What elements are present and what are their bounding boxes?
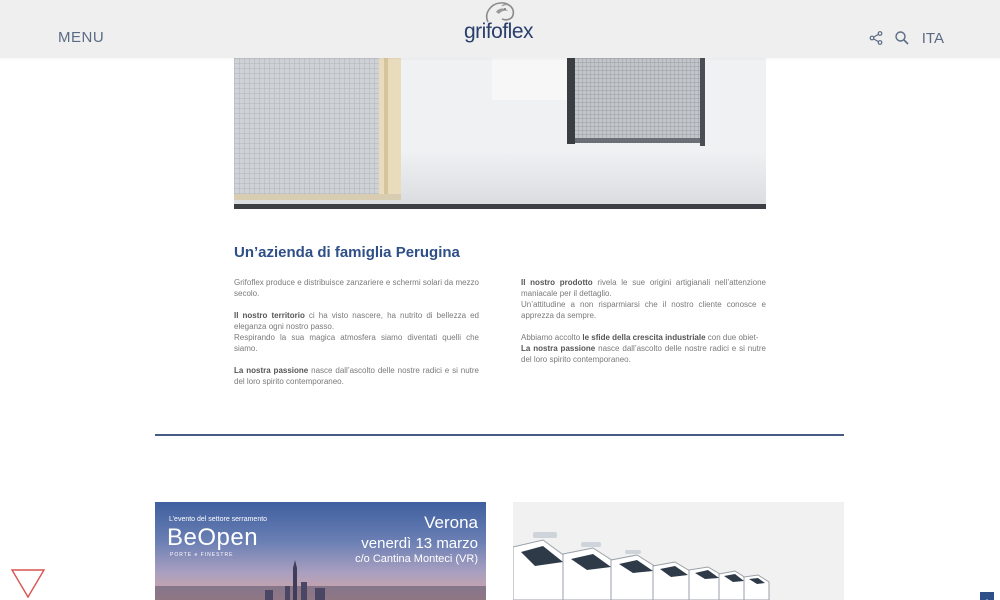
paragraph-text: Grifoflex produce e distribuisce zanzariere e schermi solari da mezzo secolo.: [234, 278, 479, 298]
event-tagline: L’evento del settore serramento: [169, 516, 268, 523]
intro-left-column: [234, 277, 479, 398]
event-card[interactable]: [155, 502, 486, 600]
site-header: [0, 0, 1000, 58]
event-venue: c/o Cantina Monteci (VR): [355, 553, 478, 565]
menu-button[interactable]: MENU: [58, 29, 105, 46]
paragraph-text: con due obiet-: [705, 333, 759, 342]
hero-photo: [234, 58, 766, 209]
paragraph-text: Respirando la sua magica atmosfera siamo diventati quelli che siamo.: [234, 333, 479, 353]
scroll-down-icon[interactable]: [10, 568, 46, 600]
bold-text: Il nostro territorio: [234, 311, 305, 320]
vans-photo: [513, 502, 844, 600]
header-tools: [868, 28, 944, 48]
bold-text: Il nostro prodotto: [521, 278, 593, 287]
event-city: Verona: [424, 513, 478, 532]
paragraph-text: nasce dall’ascolto delle nostre radici e si nutre del loro spirito contemporaneo.: [521, 344, 766, 364]
language-selector[interactable]: ITA: [921, 29, 944, 47]
intro-paragraph: [521, 332, 766, 365]
bold-text: La nostra passione: [521, 344, 596, 353]
intro-paragraph: [234, 310, 479, 354]
bold-text: La nostra passione: [234, 366, 309, 375]
paragraph-text: ci ha visto nascere, ha nutrito di bellezza ed eleganza ogni nostro passo.: [234, 311, 479, 331]
intro-paragraph: [234, 277, 479, 299]
share-icon[interactable]: [868, 30, 884, 46]
section-title: Un’azienda di famiglia Perugina: [234, 244, 460, 261]
event-brand: BeOpen: [167, 524, 259, 551]
search-icon[interactable]: [894, 30, 910, 46]
paragraph-text: Abbiamo accolto: [521, 333, 583, 342]
paragraph-text: Un’attitudine a non risparmiarsi che il nostro cliente conosce e apprezza da sempre.: [521, 300, 766, 320]
logo[interactable]: [462, 0, 540, 50]
section-divider: [155, 434, 844, 436]
vans-card[interactable]: [513, 502, 844, 600]
intro-paragraph: [521, 277, 766, 321]
paragraph-text: rivela le sue origini artigianali nell’attenzione maniacale per il dettaglio.: [521, 278, 767, 298]
bold-text: le sfide della crescita industriale: [582, 333, 706, 342]
hero-image: [234, 58, 766, 209]
event-date: venerdì 13 marzo: [361, 535, 478, 552]
paragraph-text: nasce dall’ascolto delle nostre radici e si nutre del loro spirito contemporaneo.: [234, 366, 479, 386]
back-to-top-button[interactable]: [980, 592, 994, 600]
intro-right-column: [521, 277, 766, 365]
event-brand-sub: PORTE e FINESTRE: [170, 552, 234, 558]
logo-text: grifoflex: [464, 20, 534, 43]
intro-paragraph: [234, 365, 479, 387]
